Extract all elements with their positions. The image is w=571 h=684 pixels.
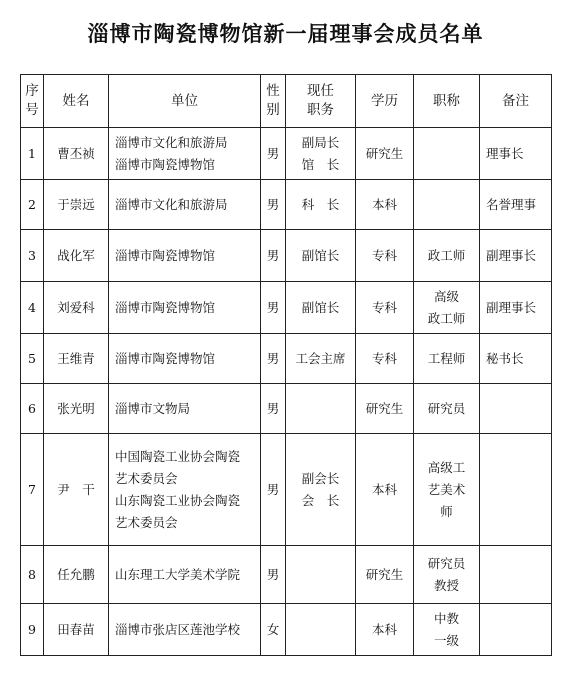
header-position: 现任 职务 (286, 75, 356, 128)
cell-title: 高级工 艺美术 师 (414, 434, 480, 546)
cell-title: 研究员 (414, 384, 480, 434)
cell-title: 中教 一级 (414, 604, 480, 656)
cell-gender: 男 (261, 434, 286, 546)
member-table (20, 74, 552, 656)
cell-remark (480, 434, 552, 546)
cell-remark (480, 384, 552, 434)
cell-title: 高级 政工师 (414, 282, 480, 334)
cell-unit: 淄博市陶瓷博物馆 (109, 230, 261, 282)
cell-name: 于崇远 (44, 180, 109, 230)
header-row (21, 75, 552, 128)
table-row (21, 180, 552, 230)
table-body (21, 128, 552, 656)
table-row (21, 230, 552, 282)
cell-unit: 山东理工大学美术学院 (109, 546, 261, 604)
cell-education: 专科 (356, 230, 414, 282)
cell-title: 工程师 (414, 334, 480, 384)
cell-position: 副会长 会 长 (286, 434, 356, 546)
page-title: 淄博市陶瓷博物馆新一届理事会成员名单 (87, 22, 484, 46)
table-row (21, 546, 552, 604)
cell-position: 科 长 (286, 180, 356, 230)
table-row (21, 434, 552, 546)
cell-remark: 副理事长 (480, 230, 552, 282)
header-name: 姓名 (44, 75, 109, 128)
cell-no: 8 (21, 546, 44, 604)
cell-gender: 女 (261, 604, 286, 656)
cell-education: 研究生 (356, 384, 414, 434)
cell-gender: 男 (261, 282, 286, 334)
cell-no: 9 (21, 604, 44, 656)
cell-title: 政工师 (414, 230, 480, 282)
header-unit: 单位 (109, 75, 261, 128)
table-row (21, 604, 552, 656)
cell-name: 战化军 (44, 230, 109, 282)
cell-position: 副馆长 (286, 282, 356, 334)
cell-remark: 名誉理事 (480, 180, 552, 230)
table-row (21, 384, 552, 434)
cell-education: 研究生 (356, 128, 414, 180)
cell-no: 7 (21, 434, 44, 546)
cell-position: 副局长 馆 长 (286, 128, 356, 180)
cell-unit: 淄博市陶瓷博物馆 (109, 282, 261, 334)
cell-remark (480, 546, 552, 604)
cell-education: 专科 (356, 334, 414, 384)
cell-education: 本科 (356, 604, 414, 656)
cell-no: 1 (21, 128, 44, 180)
cell-education: 本科 (356, 434, 414, 546)
cell-remark: 理事长 (480, 128, 552, 180)
header-gender: 性 别 (261, 75, 286, 128)
cell-unit: 淄博市文物局 (109, 384, 261, 434)
cell-unit: 淄博市张店区莲池学校 (109, 604, 261, 656)
cell-education: 专科 (356, 282, 414, 334)
header-no: 序 号 (21, 75, 44, 128)
cell-title (414, 180, 480, 230)
cell-name: 尹 干 (44, 434, 109, 546)
cell-name: 张光明 (44, 384, 109, 434)
cell-no: 2 (21, 180, 44, 230)
cell-no: 5 (21, 334, 44, 384)
cell-education: 本科 (356, 180, 414, 230)
cell-unit: 中国陶瓷工业协会陶瓷 艺术委员会 山东陶瓷工业协会陶瓷 艺术委员会 (109, 434, 261, 546)
cell-title: 研究员 教授 (414, 546, 480, 604)
cell-remark (480, 604, 552, 656)
cell-gender: 男 (261, 546, 286, 604)
cell-name: 王维青 (44, 334, 109, 384)
cell-gender: 男 (261, 180, 286, 230)
cell-unit: 淄博市文化和旅游局 (109, 180, 261, 230)
cell-unit: 淄博市文化和旅游局 淄博市陶瓷博物馆 (109, 128, 261, 180)
cell-gender: 男 (261, 128, 286, 180)
cell-position: 工会主席 (286, 334, 356, 384)
cell-name: 田春苗 (44, 604, 109, 656)
cell-position (286, 546, 356, 604)
cell-gender: 男 (261, 334, 286, 384)
cell-position: 副馆长 (286, 230, 356, 282)
cell-gender: 男 (261, 384, 286, 434)
cell-gender: 男 (261, 230, 286, 282)
cell-name: 曹丕祯 (44, 128, 109, 180)
cell-no: 4 (21, 282, 44, 334)
cell-no: 6 (21, 384, 44, 434)
header-title: 职称 (414, 75, 480, 128)
header-remark: 备注 (480, 75, 552, 128)
cell-title (414, 128, 480, 180)
cell-education: 研究生 (356, 546, 414, 604)
cell-name: 任允鹏 (44, 546, 109, 604)
cell-position (286, 604, 356, 656)
cell-name: 刘爱科 (44, 282, 109, 334)
table-row (21, 128, 552, 180)
header-education: 学历 (356, 75, 414, 128)
cell-unit: 淄博市陶瓷博物馆 (109, 334, 261, 384)
table-row (21, 334, 552, 384)
cell-remark: 秘书长 (480, 334, 552, 384)
cell-position (286, 384, 356, 434)
cell-no: 3 (21, 230, 44, 282)
table-row (21, 282, 552, 334)
cell-remark: 副理事长 (480, 282, 552, 334)
